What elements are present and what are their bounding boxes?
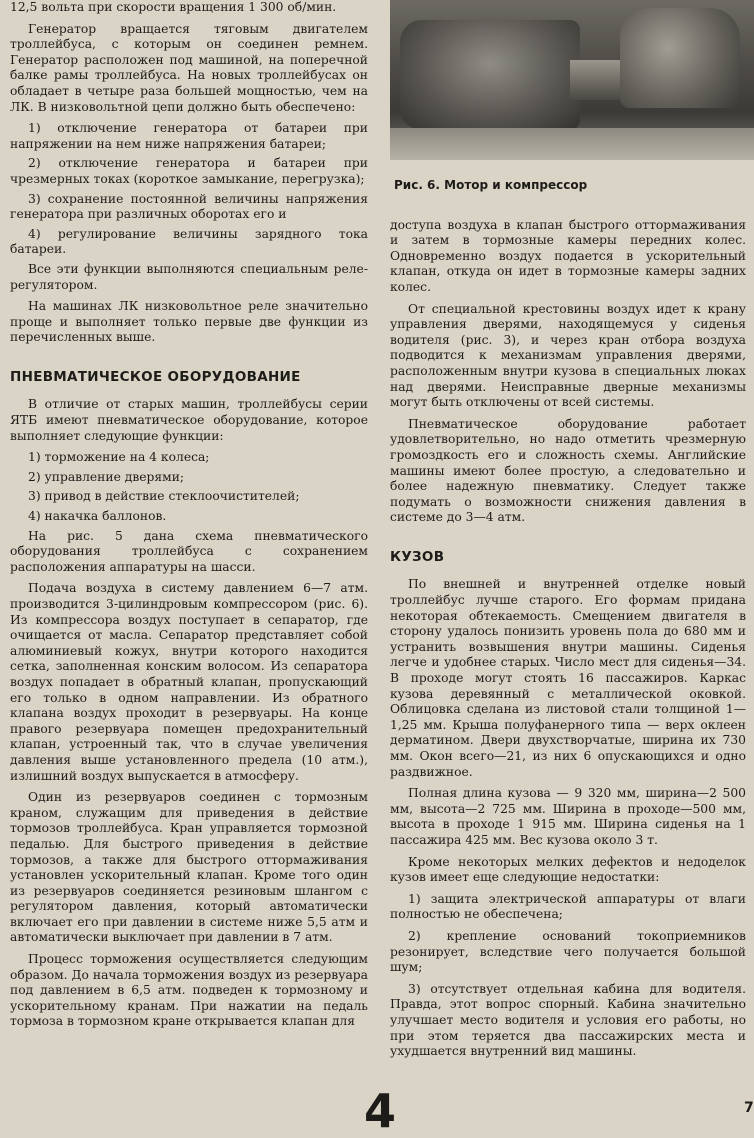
paragraph: Подача воздуха в систему давлением 6—7 атм. производится 3-цилиндровым компрессором (рис. 6). Из компрессора воздух поступает в сепаратор, где очищается от масла. Сепаратор представляет собой алюминиевый кожух, внутри которого находится сетка, заполненная конским волосом. Из сепаратора воздух попадает в обратный клапан, пропускающий его только в одном направлении. Из обратного клапана воздух проходит в резервуары. На конце правого резервуара помещен предохранительный клапан, устроенный так, что в случае увеличения давления выше установленного предела (10 атм.), излишний воздух выпускается в атмосферу. bbox=[10, 581, 368, 783]
paragraph: От специальной крестовины воздух идет к крану управления дверями, находящемуся у сиденья водителя (рис. 3), и через кран отбора воздуха подводится к механизмам управления дверями, расположенным внутри кузова в специальных люках над дверями. Неисправные дверные механизмы могут быть отключены от всей системы. bbox=[390, 301, 746, 410]
list-item: 1) отключение генератора от батареи при напряжении на нем ниже напряжения батареи; bbox=[10, 121, 368, 151]
left-column bbox=[10, 0, 368, 1036]
paragraph: Пневматическое оборудование работает удовлетворительно, но надо отметить чрезмерную громоздкость его и сложность схемы. Английские машины имеют более простую, а следовательно и более надежную пневматику. Следует также подумать о возможности снижения давления в системе до 3—4 атм. bbox=[390, 416, 746, 525]
section-heading-pneumatic: ПНЕВМАТИЧЕСКОЕ ОБОРУДОВАНИЕ bbox=[10, 368, 301, 385]
intro-text: 12,5 вольта при скорости вращения 1 300 об/мин. bbox=[10, 0, 337, 14]
paragraph: На машинах ЛК низковольтное реле значительно проще и выполняет только первые две функции из перечисленных выше. bbox=[10, 299, 368, 345]
paragraph: По внешней и внутренней отделке новый троллейбус лучше старого. Его формам придана некоторая обтекаемость. Смещением двигателя в сторону удалось понизить уровень пола до 680 мм и устранить возвышения внутри машины. Сиденья легче и удобнее старых. Число мест для сиденья—34. В проходе могут стоять 16 пассажиров. Каркас кузова деревянный с металлической оковкой. Облицовка сделана из листовой стали толщиной 1—1,25 мм. Крыша полуфанерного типа — верх оклеен дерматином. Двери двухстворчатые, ширина их 730 мм. Окон всего—21, из них 6 опускающихся и одно раздвижное. bbox=[390, 577, 746, 779]
list-item: 2) отключение генератора и батареи при чрезмерных токах (короткое замыкание, перегрузка); bbox=[10, 156, 368, 186]
paragraph: В отличие от старых машин, троллейбусы серии ЯТБ имеют пневматическое оборудование, которое выполняет следующие функции: bbox=[10, 397, 368, 443]
paragraph: Кроме некоторых мелких дефектов и недоделок кузов имеет еще следующие недостатки: bbox=[390, 854, 746, 885]
paragraph: Все эти функции выполняются специальным реле-регулятором. bbox=[10, 261, 368, 292]
paragraph: Полная длина кузова — 9 320 мм, ширина—2 500 мм, высота—2 725 мм. Ширина в проходе—500 мм, высота в проходе 1 915 мм. Ширина сиденья на 1 пассажира 425 мм. Вес кузова около 3 т. bbox=[390, 786, 746, 847]
list-item: 3) отсутствует отдельная кабина для водителя. Правда, этот вопрос спорный. Кабина значительно улучшает место водителя и условия его работы, но при этом теряется два пассажирских места и ухудшается внутренний вид машины. bbox=[390, 981, 746, 1059]
figure-caption: Рис. 6. Мотор и компрессор bbox=[394, 178, 588, 192]
paragraph: Процесс торможения осуществляется следующим образом. До начала торможения воздух из резервуара под давлением в 6,5 атм. подведен к тормозному и ускорительному кранам. При нажатии на педаль тормоза в тормозном кране открывается клапан для bbox=[10, 952, 368, 1029]
list-item: 1) торможение на 4 колеса; bbox=[28, 450, 210, 465]
list-item: 4) регулирование величины зарядного тока батареи. bbox=[10, 226, 368, 257]
paragraph: На рис. 5 дана схема пневматического оборудования троллейбуса с сохранением расположения аппаратуры на шасси. bbox=[10, 528, 368, 574]
list-item: 2) крепление оснований токоприемников резонирует, вследствие чего получается большой шум; bbox=[390, 928, 746, 975]
list-item: 4) накачка баллонов. bbox=[28, 509, 167, 524]
list-item: 2) управление дверями; bbox=[28, 469, 185, 484]
photo-base bbox=[390, 128, 754, 160]
paragraph: доступа воздуха в клапан быстрого оттормаживания и затем в тормозные камеры передних колес. Одновременно воздух подается в ускорительный клапан, откуда он идет в тормозные камеры задних колес. bbox=[390, 217, 746, 294]
motor-compressor-photo bbox=[390, 0, 754, 160]
page-number: 4 bbox=[364, 1084, 397, 1138]
paragraph: Один из резервуаров соединен с тормозным краном, служащим для приведения в действие тормозов троллейбуса. Кран управляется тормозной педалью. Для быстрого приведения в действие тормозов, а также для быстрого оттормаживания установлен ускорительный клапан. Кроме того один из резервуаров соединяется резиновым шлангом с регулятором давления, который автоматически включает его при давлении в системе ниже 5,5 атм и автоматически выключает при давлении в 7 атм. bbox=[10, 790, 368, 945]
page-number-right: 7 bbox=[744, 1100, 754, 1116]
list-item: 3) сохранение постоянной величины напряжения генератора при различных оборотах его и bbox=[10, 191, 368, 222]
list-item: 1) защита электрической аппаратуры от влаги полностью не обеспечена; bbox=[390, 891, 746, 922]
paragraph: Генератор вращается тяговым двигателем троллейбуса, с которым он соединен ремнем. Генератор расположен под машиной, на поперечной балке рамы троллейбуса. На новых троллейбусах он обладает в четыре раза большей мощностью, чем на ЛК. В низковольтной цепи должно быть обеспечено: bbox=[10, 21, 368, 114]
right-column bbox=[390, 0, 746, 1066]
motor-image-part bbox=[400, 20, 580, 130]
compressor-image-part bbox=[620, 8, 740, 108]
section-heading-body: КУЗОВ bbox=[390, 548, 445, 565]
list-item: 3) привод в действие стеклоочистителей; bbox=[28, 489, 300, 504]
